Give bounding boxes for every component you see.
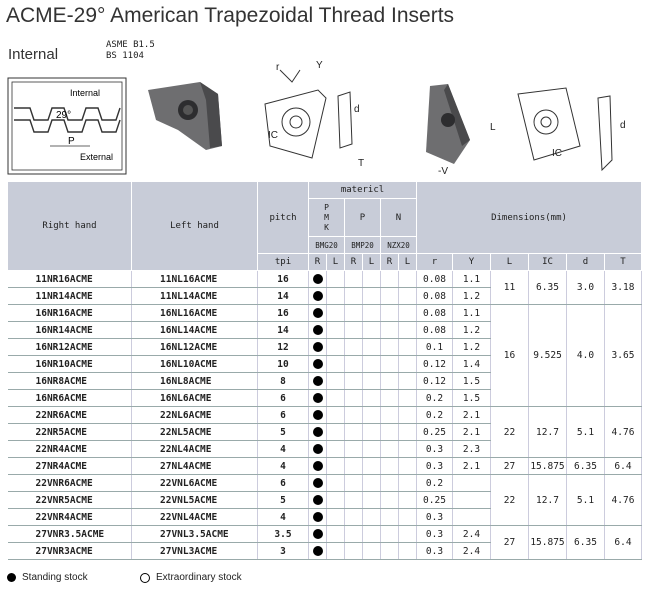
stock-l-bmp20 <box>363 424 381 441</box>
standing-stock-dot-icon <box>313 376 323 386</box>
stock-r-bmp20 <box>345 424 363 441</box>
stock-l-nzx20 <box>399 322 417 339</box>
left-hand-code: 22VNL6ACME <box>132 475 258 492</box>
dim-d-value: 3.0 <box>567 271 605 305</box>
grade-bmg20: BMG20 <box>309 237 345 254</box>
dim-y-value: 2.1 <box>453 458 491 475</box>
table-row <box>8 526 642 543</box>
right-hand-code: 22NR4ACME <box>8 441 132 458</box>
standing-stock-dot-icon <box>313 342 323 352</box>
stock-r-bmg20 <box>309 407 327 424</box>
left-hand-code: 16NL8ACME <box>132 373 258 390</box>
dim-r-value: 0.3 <box>417 458 453 475</box>
stock-r-nzx20 <box>381 475 399 492</box>
diagram-external-text: External <box>80 152 114 162</box>
dim-ic-value: 12.7 <box>529 475 567 526</box>
dim-t-value: 6.4 <box>605 458 642 475</box>
stock-r-bmg20 <box>309 475 327 492</box>
hollow-dot-icon <box>140 573 150 583</box>
standing-stock-dot-icon <box>313 325 323 335</box>
tpi-value: 14 <box>258 288 309 305</box>
right-hand-code: 16NR16ACME <box>8 305 132 322</box>
standing-stock-dot-icon <box>313 359 323 369</box>
table-row <box>8 407 642 424</box>
stock-r-bmp20 <box>345 271 363 288</box>
stock-r-bmp20 <box>345 322 363 339</box>
dim-r-value: 0.08 <box>417 271 453 288</box>
dim-y-value: 2.1 <box>453 407 491 424</box>
dim-y-value: 1.1 <box>453 271 491 288</box>
stock-l-bmp20 <box>363 441 381 458</box>
table-row <box>8 458 642 475</box>
spec-table <box>7 181 642 560</box>
filled-dot-icon <box>7 573 16 582</box>
tpi-value: 12 <box>258 339 309 356</box>
stock-r-bmg20 <box>309 322 327 339</box>
header-right-hand: Right hand <box>8 182 132 271</box>
stock-l-nzx20 <box>399 271 417 288</box>
stock-l-nzx20 <box>399 543 417 560</box>
stock-l-bmp20 <box>363 407 381 424</box>
standing-stock-dot-icon <box>313 512 323 522</box>
tpi-value: 6 <box>258 475 309 492</box>
dim-r-value: 0.25 <box>417 424 453 441</box>
right-hand-code: 22NR5ACME <box>8 424 132 441</box>
dim-l-value: 11 <box>491 271 529 305</box>
dim-t-value: 4.76 <box>605 475 642 526</box>
dim-y-value: 2.1 <box>453 424 491 441</box>
right-hand-code: 22VNR5ACME <box>8 492 132 509</box>
drawing-ic2-text: IC <box>552 148 562 159</box>
tpi-value: 3 <box>258 543 309 560</box>
dim-r-value: 0.2 <box>417 407 453 424</box>
right-hand-code: 22VNR6ACME <box>8 475 132 492</box>
standing-stock-dot-icon <box>313 308 323 318</box>
right-hand-code: 16NR10ACME <box>8 356 132 373</box>
left-hand-code: 22VNL4ACME <box>132 509 258 526</box>
dim-r-value: 0.2 <box>417 475 453 492</box>
right-hand-code: 27VNR3ACME <box>8 543 132 560</box>
stock-r-nzx20 <box>381 271 399 288</box>
grade-nzx20: NZX20 <box>381 237 417 254</box>
dim-d-value: 5.1 <box>567 475 605 526</box>
stock-l-bmp20 <box>363 322 381 339</box>
dim-d-value: 6.35 <box>567 526 605 560</box>
dim-ic-value: 15.875 <box>529 526 567 560</box>
left-hand-code: 22NL6ACME <box>132 407 258 424</box>
left-hand-code: 16NL16ACME <box>132 305 258 322</box>
header-dim-r: r <box>417 254 453 271</box>
dim-y-value: 2.4 <box>453 543 491 560</box>
stock-r-bmp20 <box>345 373 363 390</box>
header-pitch: pitch <box>258 182 309 254</box>
stock-r-nzx20 <box>381 390 399 407</box>
tpi-value: 4 <box>258 509 309 526</box>
tpi-value: 4 <box>258 441 309 458</box>
dim-d-value: 6.35 <box>567 458 605 475</box>
tpi-value: 6 <box>258 390 309 407</box>
tpi-value: 5 <box>258 424 309 441</box>
external-insert-drawing <box>490 88 626 170</box>
drawing-r-text: r <box>276 62 280 73</box>
stock-l-bmp20 <box>363 543 381 560</box>
left-hand-code: 27VNL3ACME <box>132 543 258 560</box>
stock-r-nzx20 <box>381 322 399 339</box>
standing-stock-dot-icon <box>313 291 323 301</box>
right-hand-code: 11NR14ACME <box>8 288 132 305</box>
insert-diagrams <box>0 60 662 180</box>
header-material: matericl <box>309 182 417 199</box>
thread-profile-diagram <box>8 78 126 174</box>
grade-bmp20: BMP20 <box>345 237 381 254</box>
stock-l-bmg20 <box>327 458 345 475</box>
dim-y-value <box>453 492 491 509</box>
dim-l-value: 22 <box>491 475 529 526</box>
dim-y-value: 1.2 <box>453 322 491 339</box>
stock-r-bmp20 <box>345 339 363 356</box>
stock-l-bmg20 <box>327 543 345 560</box>
stock-l-nzx20 <box>399 509 417 526</box>
drawing-l-text: L <box>490 122 496 133</box>
header-dimensions: Dimensions(mm) <box>417 182 642 254</box>
standard-asme: ASME B1.5 <box>106 40 155 50</box>
stock-r-bmp20 <box>345 441 363 458</box>
stock-l-nzx20 <box>399 492 417 509</box>
stock-r-bmg20 <box>309 543 327 560</box>
header-left-hand: Left hand <box>132 182 258 271</box>
dim-d-value: 4.0 <box>567 305 605 407</box>
header-dim-l: L <box>491 254 529 271</box>
tpi-value: 3.5 <box>258 526 309 543</box>
drawing-t-text: T <box>358 158 365 169</box>
right-hand-code: 27VNR3.5ACME <box>8 526 132 543</box>
stock-r-bmp20 <box>345 407 363 424</box>
stock-r-bmg20 <box>309 271 327 288</box>
stock-l-bmg20 <box>327 509 345 526</box>
stock-l-bmg20 <box>327 339 345 356</box>
dim-r-value: 0.3 <box>417 509 453 526</box>
stock-r-bmg20 <box>309 339 327 356</box>
left-hand-code: 27NL4ACME <box>132 458 258 475</box>
dim-r-value: 0.12 <box>417 373 453 390</box>
stock-r-nzx20 <box>381 441 399 458</box>
left-hand-code: 22NL5ACME <box>132 424 258 441</box>
dim-r-value: 0.08 <box>417 305 453 322</box>
stock-l-bmg20 <box>327 373 345 390</box>
dim-ic-value: 12.7 <box>529 407 567 458</box>
stock-l-bmp20 <box>363 305 381 322</box>
standing-stock-dot-icon <box>313 427 323 437</box>
legend-extraordinary-text: Extraordinary stock <box>156 572 242 583</box>
stock-r-bmg20 <box>309 458 327 475</box>
tpi-value: 16 <box>258 271 309 288</box>
stock-l-bmg20 <box>327 475 345 492</box>
stock-r-bmp20 <box>345 458 363 475</box>
stock-r-bmp20 <box>345 475 363 492</box>
dim-t-value: 3.18 <box>605 271 642 305</box>
stock-r-bmg20 <box>309 288 327 305</box>
stock-r-bmg20 <box>309 424 327 441</box>
table-row <box>8 475 642 492</box>
stock-l-bmp20 <box>363 458 381 475</box>
stock-r-nzx20 <box>381 424 399 441</box>
left-hand-code: 22NL4ACME <box>132 441 258 458</box>
header-r1: R <box>309 254 327 271</box>
standing-stock-dot-icon <box>313 410 323 420</box>
stock-r-bmg20 <box>309 441 327 458</box>
dim-ic-value: 15.875 <box>529 458 567 475</box>
tpi-value: 4 <box>258 458 309 475</box>
table-row <box>8 271 642 288</box>
stock-l-nzx20 <box>399 373 417 390</box>
stock-r-nzx20 <box>381 373 399 390</box>
header-dim-t: T <box>605 254 642 271</box>
standing-stock-dot-icon <box>313 393 323 403</box>
stock-r-nzx20 <box>381 339 399 356</box>
dim-y-value: 1.2 <box>453 339 491 356</box>
dim-l-value: 27 <box>491 458 529 475</box>
stock-l-nzx20 <box>399 458 417 475</box>
stock-r-nzx20 <box>381 543 399 560</box>
tpi-value: 14 <box>258 322 309 339</box>
internal-insert-image <box>148 82 222 150</box>
header-n: N <box>381 199 417 237</box>
standards <box>106 40 155 62</box>
stock-r-bmg20 <box>309 356 327 373</box>
stock-r-bmp20 <box>345 390 363 407</box>
header-l3: L <box>399 254 417 271</box>
stock-l-bmg20 <box>327 288 345 305</box>
diagram-pitch-text: P <box>68 136 75 147</box>
stock-l-nzx20 <box>399 305 417 322</box>
stock-l-bmp20 <box>363 526 381 543</box>
standing-stock-dot-icon <box>313 495 323 505</box>
stock-l-bmg20 <box>327 441 345 458</box>
left-hand-code: 16NL12ACME <box>132 339 258 356</box>
tpi-value: 5 <box>258 492 309 509</box>
stock-l-nzx20 <box>399 356 417 373</box>
dim-r-value: 0.2 <box>417 390 453 407</box>
dim-y-value <box>453 475 491 492</box>
stock-r-bmg20 <box>309 305 327 322</box>
right-hand-code: 16NR12ACME <box>8 339 132 356</box>
internal-insert-drawing <box>265 60 364 169</box>
stock-l-bmp20 <box>363 271 381 288</box>
standing-stock-dot-icon <box>313 529 323 539</box>
stock-l-nzx20 <box>399 424 417 441</box>
stock-l-bmp20 <box>363 475 381 492</box>
tpi-value: 6 <box>258 407 309 424</box>
stock-l-bmp20 <box>363 288 381 305</box>
stock-l-bmg20 <box>327 305 345 322</box>
stock-l-bmg20 <box>327 424 345 441</box>
header-dim-y: Y <box>453 254 491 271</box>
standing-stock-dot-icon <box>313 478 323 488</box>
drawing-d-text: d <box>354 104 360 115</box>
header-dim-d: d <box>567 254 605 271</box>
stock-l-bmg20 <box>327 407 345 424</box>
dim-y-value: 1.4 <box>453 356 491 373</box>
table-row <box>8 305 642 322</box>
drawing-d2-text: d <box>620 120 626 131</box>
left-hand-code: 16NL14ACME <box>132 322 258 339</box>
stock-l-bmg20 <box>327 322 345 339</box>
dim-ic-value: 6.35 <box>529 271 567 305</box>
stock-l-nzx20 <box>399 475 417 492</box>
dim-d-value: 5.1 <box>567 407 605 458</box>
standing-stock-dot-icon <box>313 461 323 471</box>
page-title: ACME-29° American Trapezoidal Thread Inserts <box>6 4 455 27</box>
drawing-ic-text: IC <box>268 130 278 141</box>
right-hand-code: 16NR14ACME <box>8 322 132 339</box>
dim-r-value: 0.3 <box>417 526 453 543</box>
header-r2: R <box>345 254 363 271</box>
stock-r-bmg20 <box>309 373 327 390</box>
dim-t-value: 3.65 <box>605 305 642 407</box>
stock-r-bmp20 <box>345 543 363 560</box>
tpi-value: 10 <box>258 356 309 373</box>
stock-r-nzx20 <box>381 509 399 526</box>
right-hand-code: 11NR16ACME <box>8 271 132 288</box>
left-hand-code: 16NL6ACME <box>132 390 258 407</box>
stock-l-bmp20 <box>363 492 381 509</box>
stock-r-nzx20 <box>381 305 399 322</box>
stock-r-nzx20 <box>381 526 399 543</box>
left-hand-code: 11NL16ACME <box>132 271 258 288</box>
header-tpi: tpi <box>258 254 309 271</box>
stock-l-bmp20 <box>363 390 381 407</box>
right-hand-code: 22NR6ACME <box>8 407 132 424</box>
stock-l-bmg20 <box>327 492 345 509</box>
stock-l-bmp20 <box>363 373 381 390</box>
diagram-angle-text: 29° <box>56 110 72 121</box>
stock-r-bmp20 <box>345 305 363 322</box>
legend-extraordinary <box>140 572 242 583</box>
stock-l-bmg20 <box>327 390 345 407</box>
stock-r-bmp20 <box>345 509 363 526</box>
right-hand-code: 16NR8ACME <box>8 373 132 390</box>
stock-r-bmg20 <box>309 509 327 526</box>
dim-ic-value: 9.525 <box>529 305 567 407</box>
stock-r-bmg20 <box>309 492 327 509</box>
header-r3: R <box>381 254 399 271</box>
dim-y-value: 2.4 <box>453 526 491 543</box>
tpi-value: 8 <box>258 373 309 390</box>
dim-r-value: 0.08 <box>417 322 453 339</box>
standard-bs: BS 1104 <box>106 51 144 61</box>
dim-y-value: 1.1 <box>453 305 491 322</box>
stock-r-nzx20 <box>381 356 399 373</box>
stock-r-nzx20 <box>381 407 399 424</box>
stock-l-bmp20 <box>363 356 381 373</box>
stock-r-bmp20 <box>345 288 363 305</box>
drawing-y-text: Y <box>316 60 323 71</box>
stock-l-nzx20 <box>399 526 417 543</box>
internal-label: Internal <box>8 46 59 63</box>
left-hand-code: 27VNL3.5ACME <box>132 526 258 543</box>
dim-r-value: 0.08 <box>417 288 453 305</box>
stock-l-bmp20 <box>363 509 381 526</box>
dim-r-value: 0.3 <box>417 543 453 560</box>
diagram-internal-text: Internal <box>70 88 101 98</box>
tpi-value: 16 <box>258 305 309 322</box>
stock-r-bmg20 <box>309 390 327 407</box>
legend-standing <box>7 572 88 583</box>
dim-l-value: 16 <box>491 305 529 407</box>
header-pmk: P M K <box>309 199 345 237</box>
stock-l-nzx20 <box>399 390 417 407</box>
stock-r-bmp20 <box>345 356 363 373</box>
stock-l-nzx20 <box>399 441 417 458</box>
left-hand-code: 16NL10ACME <box>132 356 258 373</box>
stock-l-bmp20 <box>363 339 381 356</box>
dim-y-value: 1.2 <box>453 288 491 305</box>
stock-r-bmp20 <box>345 526 363 543</box>
dim-t-value: 4.76 <box>605 407 642 458</box>
standing-stock-dot-icon <box>313 546 323 556</box>
dim-y-value <box>453 509 491 526</box>
stock-r-nzx20 <box>381 458 399 475</box>
stock-r-nzx20 <box>381 492 399 509</box>
stock-r-nzx20 <box>381 288 399 305</box>
dim-y-value: 1.5 <box>453 373 491 390</box>
stock-l-nzx20 <box>399 339 417 356</box>
header-dim-ic: IC <box>529 254 567 271</box>
stock-l-bmg20 <box>327 526 345 543</box>
stock-l-bmg20 <box>327 356 345 373</box>
standing-stock-dot-icon <box>313 274 323 284</box>
dim-r-value: 0.25 <box>417 492 453 509</box>
dim-r-value: 0.1 <box>417 339 453 356</box>
dim-t-value: 6.4 <box>605 526 642 560</box>
left-hand-code: 11NL14ACME <box>132 288 258 305</box>
stock-l-nzx20 <box>399 407 417 424</box>
v-type-text: -V <box>438 166 448 177</box>
dim-l-value: 27 <box>491 526 529 560</box>
left-hand-code: 22VNL5ACME <box>132 492 258 509</box>
header-p: P <box>345 199 381 237</box>
header-l1: L <box>327 254 345 271</box>
dim-y-value: 1.5 <box>453 390 491 407</box>
stock-l-bmg20 <box>327 271 345 288</box>
dim-r-value: 0.3 <box>417 441 453 458</box>
stock-r-bmg20 <box>309 526 327 543</box>
legend-standing-text: Standing stock <box>22 572 88 583</box>
dim-r-value: 0.12 <box>417 356 453 373</box>
stock-r-bmp20 <box>345 492 363 509</box>
right-hand-code: 22VNR4ACME <box>8 509 132 526</box>
header-l2: L <box>363 254 381 271</box>
dim-y-value: 2.3 <box>453 441 491 458</box>
right-hand-code: 16NR6ACME <box>8 390 132 407</box>
stock-l-nzx20 <box>399 288 417 305</box>
right-hand-code: 27NR4ACME <box>8 458 132 475</box>
external-insert-image <box>426 84 470 177</box>
dim-l-value: 22 <box>491 407 529 458</box>
standing-stock-dot-icon <box>313 444 323 454</box>
